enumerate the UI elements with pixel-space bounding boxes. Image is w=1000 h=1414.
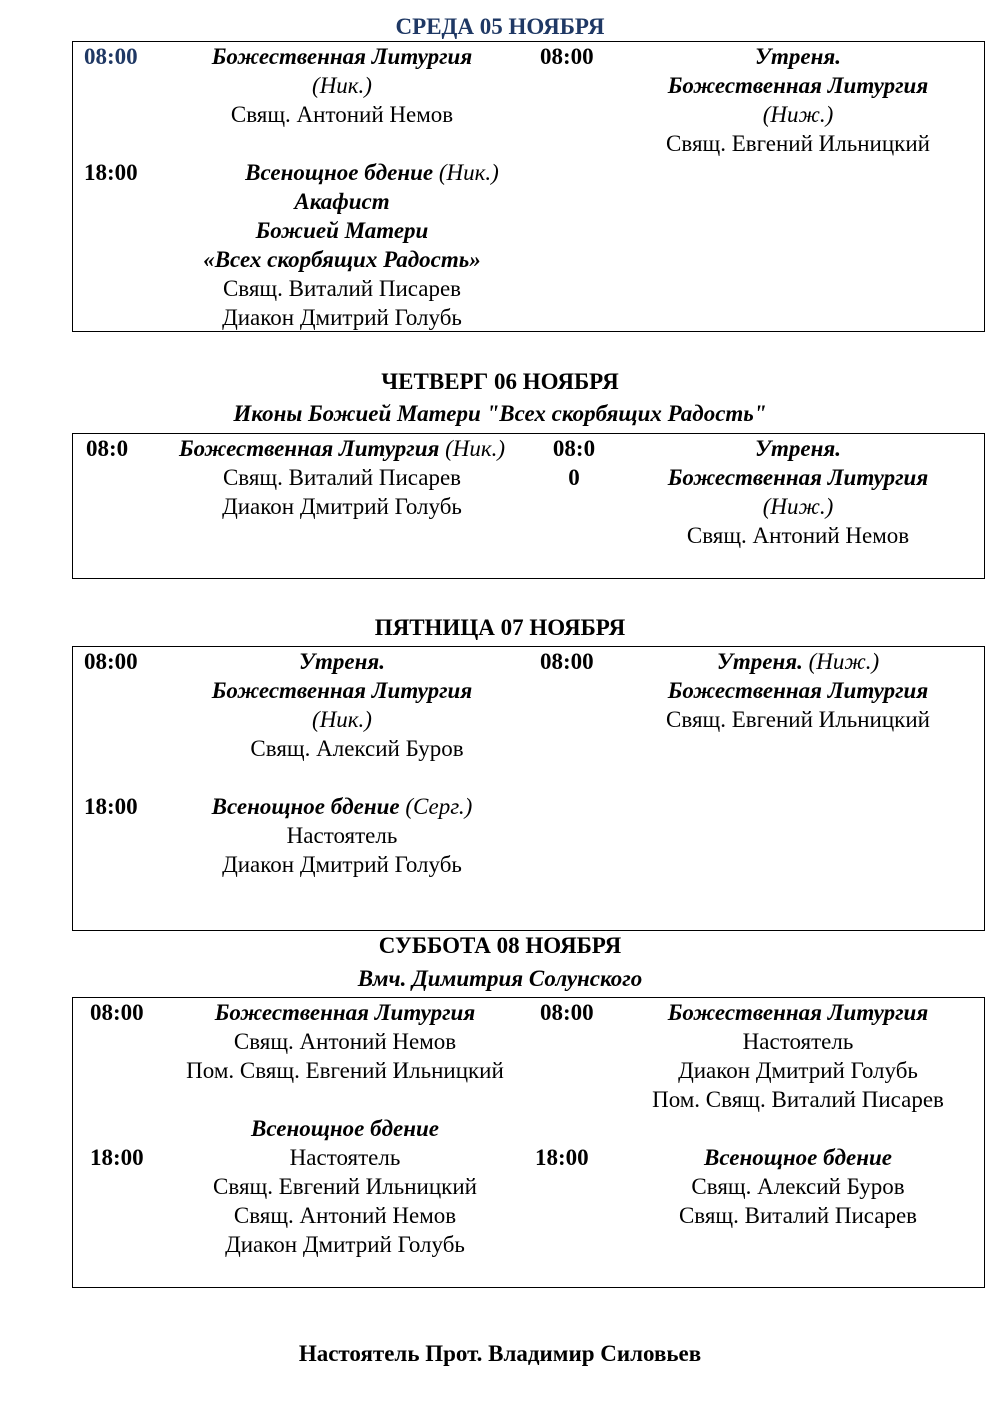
clergy-name: Пом. Свящ. Виталий Писарев: [652, 1087, 944, 1112]
day-title-thursday: ЧЕТВЕРГ 06 НОЯБРЯ: [381, 369, 619, 394]
akathist-label: «Всех скорбящих Радость»: [203, 247, 481, 272]
service-morning-left: [153, 647, 531, 763]
service-name: Божественная Литургия: [667, 73, 929, 98]
service-morning-right: [633, 42, 963, 158]
time-evening-right: 18:00: [535, 1145, 589, 1170]
service-evening-left: [153, 792, 531, 879]
clergy-name: Свящ. Антоний Немов: [233, 1203, 457, 1228]
service-name: Утреня.: [716, 649, 803, 674]
service-morning-left: [153, 42, 531, 129]
time-morning-left: 08:00: [84, 44, 138, 69]
day-title-friday: ПЯТНИЦА 07 НОЯБРЯ: [374, 615, 626, 640]
clergy-name: Настоятель: [286, 823, 398, 848]
service-evening-left: [153, 158, 591, 187]
service-name: Божественная Литургия: [211, 678, 473, 703]
clergy-name: Настоятель: [742, 1029, 854, 1054]
church-note: (Ник.): [312, 707, 372, 732]
service-evening-left-details: [153, 187, 531, 332]
clergy-name: Свящ. Алексий Буров: [250, 736, 464, 761]
clergy-name: Свящ. Виталий Писарев: [678, 1203, 918, 1228]
service-name: Утреня.: [755, 44, 841, 69]
time-morning-right: [550, 434, 598, 492]
clergy-name: Свящ. Виталий Писарев: [222, 465, 462, 490]
day-title-wednesday: СРЕДА 05 НОЯБРЯ: [395, 14, 605, 39]
day-title-saturday: СУББОТА 08 НОЯБРЯ: [378, 933, 622, 958]
church-note: (Серг.): [399, 794, 473, 819]
service-morning-right: [633, 998, 963, 1114]
service-evening-left: [153, 1114, 537, 1259]
service-name: Утреня.: [755, 436, 841, 461]
clergy-name: Свящ. Алексий Буров: [691, 1174, 905, 1199]
church-note: (Ник.): [312, 73, 372, 98]
schedule-box-friday: [72, 646, 985, 931]
service-evening-right: [633, 1143, 963, 1230]
time-morning-right: 08:00: [540, 649, 594, 674]
church-note: (Ниж.): [762, 102, 834, 127]
service-name: Божественная Литургия: [211, 44, 473, 69]
clergy-name: Свящ. Антоний Немов: [686, 523, 910, 548]
schedule-box-wednesday: [72, 41, 985, 332]
service-name: Всенощное бдение: [245, 160, 434, 185]
service-name: Всенощное бдение: [251, 1116, 439, 1141]
schedule-box-saturday: [72, 997, 985, 1288]
clergy-name: Диакон Дмитрий Голубь: [222, 494, 462, 519]
time-evening-left: 18:00: [84, 794, 138, 819]
clergy-name: Пом. Свящ. Евгений Ильницкий: [186, 1058, 504, 1083]
feast-title-thursday: Иконы Божией Матери "Всех скорбящих Радость": [233, 401, 767, 426]
service-name: Всенощное бдение: [704, 1145, 892, 1170]
time-evening-left: 18:00: [90, 1145, 144, 1170]
clergy-name: Свящ. Антоний Немов: [233, 1029, 457, 1054]
service-name: Божественная Литургия: [667, 678, 929, 703]
service-name: Божественная Литургия: [178, 436, 440, 461]
clergy-name: Диакон Дмитрий Голубь: [678, 1058, 918, 1083]
clergy-name: Настоятель: [289, 1145, 401, 1170]
time-morning-right: 08:00: [540, 44, 594, 69]
clergy-name: Диакон Дмитрий Голубь: [222, 305, 462, 330]
clergy-name: Диакон Дмитрий Голубь: [225, 1232, 465, 1257]
clergy-name: Свящ. Евгений Ильницкий: [666, 131, 930, 156]
rector-signature-line: Настоятель Прот. Владимир Силовьев: [298, 1341, 702, 1366]
church-note: (Ник.): [433, 160, 499, 185]
church-note: (Ник.): [439, 436, 506, 461]
service-morning-right: [633, 434, 963, 550]
service-morning-left: [153, 998, 537, 1085]
time-part: 0: [568, 465, 580, 490]
service-name: Утреня.: [299, 649, 385, 674]
clergy-name: Диакон Дмитрий Голубь: [222, 852, 462, 877]
service-morning-left: [153, 434, 531, 521]
clergy-name: Свящ. Евгений Ильницкий: [213, 1174, 477, 1199]
clergy-name: Свящ. Евгений Ильницкий: [666, 707, 930, 732]
feast-title-saturday: Вмч. Димитрия Солунского: [357, 966, 643, 991]
church-note: (Ниж.): [802, 649, 880, 674]
service-name: Всенощное бдение: [211, 794, 400, 819]
time-evening-left: 18:00: [84, 160, 138, 185]
service-name: Божественная Литургия: [667, 465, 929, 490]
schedule-box-thursday: [72, 433, 985, 579]
time-morning-left: 08:0: [86, 436, 129, 461]
clergy-name: Свящ. Виталий Писарев: [222, 276, 462, 301]
service-name: Божественная Литургия: [667, 1000, 929, 1025]
akathist-label: Акафист: [294, 189, 390, 214]
time-part: 08:0: [552, 436, 596, 461]
clergy-name: Свящ. Антоний Немов: [230, 102, 454, 127]
church-note: (Ниж.): [762, 494, 834, 519]
akathist-label: Божией Матери: [255, 218, 429, 243]
time-morning-left: 08:00: [84, 649, 138, 674]
service-name: Божественная Литургия: [214, 1000, 476, 1025]
time-morning-right: 08:00: [540, 1000, 594, 1025]
time-morning-left: 08:00: [90, 1000, 144, 1025]
service-morning-right: [633, 647, 963, 734]
